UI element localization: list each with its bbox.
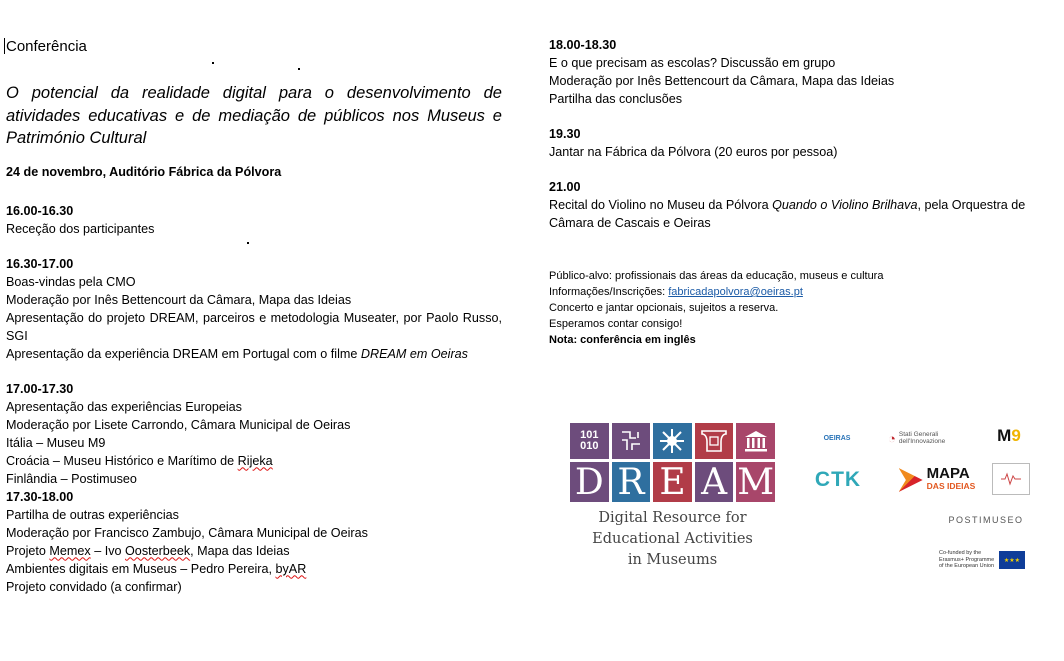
session-line: E o que precisam as escolas? Discussão em grupo — [549, 56, 836, 70]
session-text: Ambientes digitais em Museus – Pedro Pereira, — [6, 561, 276, 576]
session-line — [549, 196, 1054, 232]
schedule-block — [6, 202, 502, 238]
session-line: Jantar na Fábrica da Pólvora (20 euros por pessoa) — [549, 145, 838, 159]
dream-letter: R — [612, 462, 651, 502]
right-column — [549, 36, 1054, 348]
stati-text: Stati Generali dell'Innovazione — [898, 431, 946, 445]
museum-building-icon — [736, 423, 775, 459]
binary-icon — [570, 423, 609, 459]
film-title: DREAM em Oeiras — [360, 346, 468, 361]
theatre-icon — [695, 423, 734, 459]
session-time: 17.30-18.00 — [6, 489, 74, 504]
session-time: 21.00 — [549, 180, 581, 194]
mapa-das-ideias-logo — [892, 465, 982, 495]
binary-bottom: 010 — [580, 440, 599, 452]
session-text: , Mapa das Ideias — [190, 543, 290, 558]
session-line: Finlândia – Postimuseo — [6, 471, 137, 486]
session-line — [6, 452, 502, 470]
m9-m: M — [997, 426, 1012, 445]
dream-tagline — [570, 508, 775, 571]
erasmus-logo — [935, 548, 1029, 572]
stati-generali-logo — [888, 428, 970, 448]
spellcheck-word: Oosterbeek — [125, 543, 191, 558]
swirl-icon: ◔ — [888, 430, 896, 446]
schedule-block — [549, 36, 1054, 108]
tagline-line: Educational Activities — [592, 531, 753, 547]
erasmus-text: Co-funded by the Erasmus+ Programme of the European Union — [939, 550, 995, 570]
circuit-icon — [612, 423, 651, 459]
session-line: Itália – Museu M9 — [6, 435, 106, 450]
spellcheck-word: Memex — [49, 543, 91, 558]
spellcheck-word: Rijeka — [237, 453, 273, 468]
registration-label: Informações/Inscrições: — [549, 286, 669, 298]
dream-letter: A — [695, 462, 734, 502]
session-time: 17.00-17.30 — [6, 381, 74, 396]
conference-subtitle: O potencial da realidade digital para o desenvolvimento de atividades educativas e de mediação de públicos nos Museus e Património Cultural — [6, 84, 502, 147]
session-line — [6, 560, 502, 578]
schedule-block — [6, 488, 502, 596]
ctk-logo — [806, 467, 870, 493]
dream-icon-row — [570, 423, 775, 502]
session-line: Partilha das conclusões — [549, 92, 683, 106]
session-time: 18.00-18.30 — [549, 38, 617, 52]
dream-logo — [570, 423, 775, 571]
partner-placeholder-logo — [992, 463, 1030, 495]
m9-nine: 9 — [1011, 426, 1021, 445]
tagline-line: Digital Resource for — [598, 510, 747, 526]
dream-letter: M — [737, 461, 775, 503]
dream-letter: D — [570, 462, 609, 502]
mapa-word: MAPA — [926, 465, 970, 482]
session-text: – Ivo — [90, 543, 126, 558]
session-line: Boas-vindas pela CMO — [6, 274, 136, 289]
session-time: 19.30 — [549, 127, 581, 141]
schedule-block — [6, 255, 502, 363]
m9-logo — [990, 423, 1028, 449]
session-line: Moderação por Inês Bettencourt da Câmara, Mapa das Ideias — [6, 292, 352, 307]
oeiras-text: OEIRAS — [823, 434, 851, 442]
session-line: Partilha de outras experiências — [6, 507, 179, 522]
session-text: Croácia – Museu Histórico e Marítimo de — [6, 453, 238, 468]
session-line: Apresentação do projeto DREAM, parceiros e metodologia Museater, por Paolo Russo, SGI — [6, 310, 502, 343]
session-line — [6, 345, 502, 363]
session-line: Moderação por Lisete Carrondo, Câmara Municipal de Oeiras — [6, 417, 351, 432]
ctk-text: CTK — [814, 468, 862, 491]
postimuseo-logo — [946, 513, 1026, 527]
text-cursor — [4, 38, 5, 54]
session-text: Apresentação da experiência DREAM em Portugal com o filme — [6, 346, 361, 361]
session-text: Projeto — [6, 543, 50, 558]
session-line: Receção dos participantes — [6, 221, 155, 236]
email-link[interactable]: fabricadapolvora@oeiras.pt — [668, 286, 803, 298]
star-burst-icon — [653, 423, 692, 459]
recital-title: Quando o Violino Brilhava — [772, 198, 918, 212]
arrow-mark-icon — [899, 468, 923, 492]
session-line: Moderação por Inês Bettencourt da Câmara, Mapa das Ideias — [549, 74, 895, 88]
document-title: Conferência — [6, 38, 87, 55]
language-note: Nota: conferência em inglês — [549, 334, 696, 346]
session-line: Apresentação das experiências Europeias — [6, 399, 242, 414]
left-column — [6, 36, 502, 613]
postimuseo-text: POSTIMUSEO — [948, 515, 1024, 525]
session-time: 16.30-17.00 — [6, 256, 74, 271]
session-text: Recital do Violino no Museu da Pólvora — [549, 198, 773, 212]
session-line — [6, 542, 502, 560]
registration-line — [549, 284, 1054, 300]
schedule-block — [549, 178, 1054, 232]
welcome-text: Esperamos contar consigo! — [549, 318, 683, 330]
mapa-sub: DAS IDEIAS — [926, 481, 976, 491]
session-line: Projeto convidado (a confirmar) — [6, 579, 182, 594]
dream-letter: E — [653, 462, 692, 502]
schedule-block — [549, 125, 1054, 161]
eu-flag-icon: ★★★ — [999, 551, 1025, 569]
optional-text: Concerto e jantar opcionais, sujeitos a reserva. — [549, 302, 779, 314]
date-location: 24 de novembro, Auditório Fábrica da Pólvora — [6, 164, 282, 179]
info-block — [549, 268, 1054, 348]
oeiras-logo — [806, 428, 868, 448]
binary-top: 101 — [580, 429, 599, 441]
waveform-icon — [1000, 471, 1022, 487]
schedule-block — [6, 380, 502, 488]
session-line: Moderação por Francisco Zambujo, Câmara Municipal de Oeiras — [6, 525, 368, 540]
session-time: 16.00-16.30 — [6, 203, 74, 218]
spellcheck-word: byAR — [275, 561, 307, 576]
audience-text: Público-alvo: profissionais das áreas da educação, museus e cultura — [549, 270, 884, 282]
tagline-line: in Museums — [627, 552, 718, 568]
mapa-text — [927, 467, 976, 493]
session-text: , pela Orquestra de Câmara de Cascais e Oeiras — [549, 198, 1026, 230]
